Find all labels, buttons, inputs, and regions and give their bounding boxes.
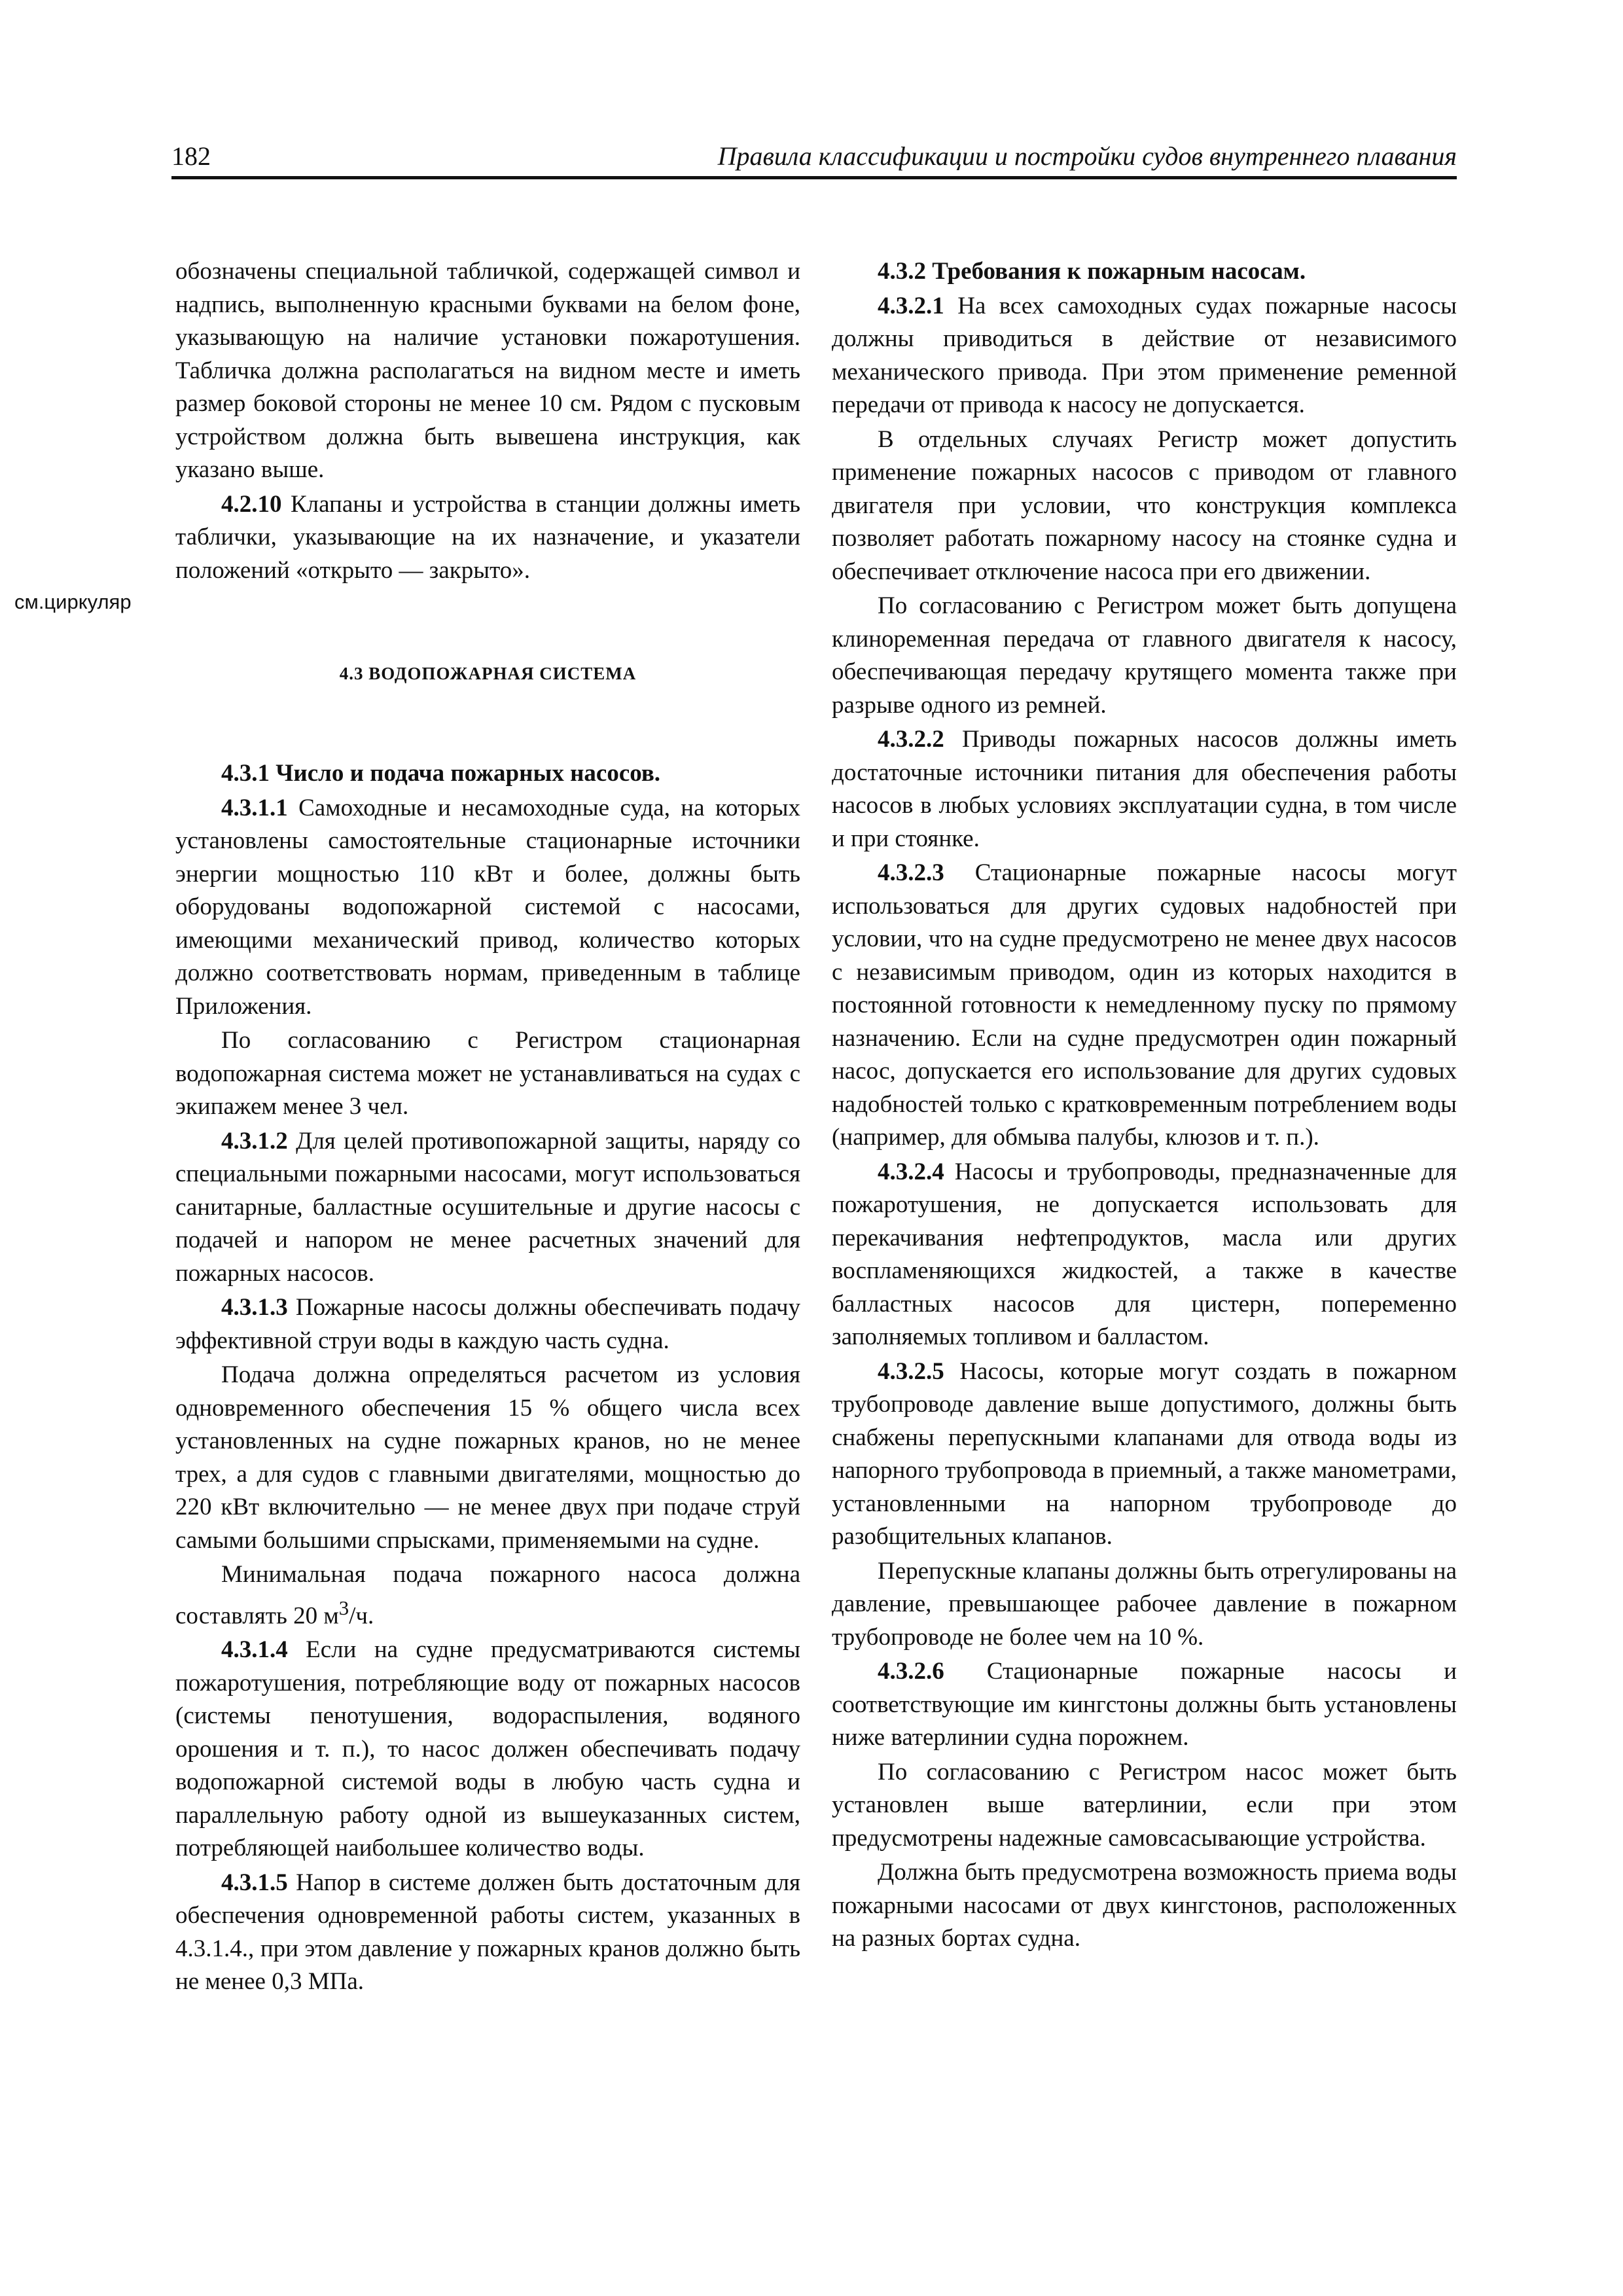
clause-number: 4.3.2.2 <box>878 726 944 753</box>
clause-number: 4.3.2.5 <box>878 1357 944 1385</box>
paragraph: 4.3.2.5 Насосы, которые могут создать в пожарном трубопроводе давление выше допустимого, должны быть снабжены перепускными клапанами для отвода воды из напорного трубопровода в приемный, а также манометрами, установленными на напорном трубопроводе до разобщительных клапанов. <box>832 1357 1457 1550</box>
paragraph: В отдельных случаях Регистр может допустить применение пожарных насосов с приводом от главного двигателя при условии, что конструкция комплекса позволяет работать пожарному насосу на стоянке судна и обеспечивает отключение насоса при его движении. <box>832 425 1457 585</box>
paragraph: Перепускные клапаны должны быть отрегулированы на давление, превышающее рабочее давление в пожарном трубопроводе не более чем на 10 %. <box>832 1557 1457 1651</box>
right-column <box>832 255 1457 1957</box>
paragraph: Минимальная подача пожарного насоса должна составлять 20 $м^3/ч$. <box>175 1561 800 1629</box>
clause-number: 4.3.2.6 <box>878 1658 944 1685</box>
paragraph: 4.3.2.4 Насосы и трубопроводы, предназначенные для пожаротушения, не допускается использовать для перекачивания нефтепродуктов, масла или других воспламеняющихся жидкостей, а также в качестве балластных насосов для цистерн, попеременно заполняемых топливом и балластом. <box>832 1158 1457 1350</box>
section-title: 4.3 ВОДОПОЖАРНАЯ СИСТЕМА <box>339 664 637 683</box>
subsection-heading: 4.3.2 Требования к пожарным насосам. <box>878 258 1306 285</box>
superscript: 3 <box>338 1596 349 1619</box>
paragraph: 4.3.1.2 Для целей противопожарной защиты, наряду со специальными пожарными насосами, могут использоваться санитарные, балластные осушительные и другие насосы с подачей и напором не менее расчетных значений для пожарных насосов. <box>175 1127 800 1287</box>
clause-number: 4.3.1.4 <box>221 1636 288 1664</box>
page-number: 182 <box>171 141 211 171</box>
paragraph: 4.2.10 Клапаны и устройства в станции должны иметь таблички, указывающие на их назначение, и указатели положений «открыто — закрыто». <box>175 490 800 584</box>
paragraph: 4.3.1.3 Пожарные насосы должны обеспечивать подачу эффективной струи воды в каждую часть судна. <box>175 1294 801 1354</box>
clause-number: 4.3.2.1 <box>878 292 944 319</box>
page-header <box>171 141 1457 179</box>
paragraph: 4.3.1.1 Самоходные и несамоходные суда, на которых установлены самостоятельные стационарные источники энергии мощностью 110 кВт и более, должны быть оборудованы водопожарной системой с насосами, имеющими механический привод, количество которых должно соответствовать нормам, приведенным в таблице Приложения. <box>175 794 801 1020</box>
clause-number: 4.3.1.5 <box>221 1869 288 1896</box>
paragraph: 4.3.2.3 Стационарные пожарные насосы могут использоваться для других судовых надобностей при условии, что на судне предусмотрено не менее двух насосов с независимым приводом, один из которых находится в постоянной готовности к немедленному пуску по прямому назначению. Если на судне предусмотрен один пожарный насос, допускается его использование для других судовых надобностей только с кратковременным потреблением воды (например, для обмыва палубы, клюзов и т. п.). <box>832 859 1457 1151</box>
paragraph: Должна быть предусмотрена возможность приема воды пожарными насосами от двух кингстонов, расположенных на разных бортах судна. <box>832 1859 1457 1952</box>
running-title: Правила классификации и постройки судов внутреннего плавания <box>717 141 1457 171</box>
paragraph: Подача должна определяться расчетом из условия одновременного обеспечения 15 % общего числа всех установленных на судне пожарных кранов, но не менее трех, а для судов с главными двигателями, мощностью до 220 кВт включительно — не менее двух при подаче струй самыми большими спрысками, применяемыми на судне. <box>175 1361 800 1554</box>
paragraph: 4.3.2.2 Приводы пожарных насосов должны иметь достаточные источники питания для обеспечения работы насосов в любых условиях эксплуатации судна, в том числе и при стоянке. <box>832 726 1457 852</box>
clause-number: 4.3.2.3 <box>878 859 944 886</box>
clause-number: 4.3.1.1 <box>221 794 288 821</box>
paragraph: 4.3.1.4 Если на судне предусматриваются системы пожаротушения, потребляющие воду от пожарных насосов (системы пенотушения, водораспыления, водяного орошения и т. п.), то насос должен обеспечивать подачу водопожарной системой воды в любую часть судна и параллельную работу одной из вышеуказанных систем, потребляющей наибольшее количество воды. <box>175 1636 801 1862</box>
paragraph: 4.3.2.1 На всех самоходных судах пожарные насосы должны приводиться в действие от независимого механического привода. При этом применение ременной передачи от привода к насосу не допускается. <box>832 292 1457 418</box>
clause-number: 4.3.1.2 <box>221 1127 288 1155</box>
clause-number: 4.3.1.3 <box>221 1294 288 1321</box>
clause-number: 4.2.10 <box>221 490 282 518</box>
paragraph: По согласованию с Регистром насос может быть установлен выше ватерлинии, если при этом предусмотрены надежные самовсасывающие устройства. <box>832 1758 1457 1852</box>
subsection-heading: 4.3.1 Число и подача пожарных насосов. <box>221 760 661 787</box>
paragraph: По согласованию с Регистром может быть допущена клиноременная передача от главного двигателя к насосу, обеспечивающая передачу крутящего момента также при разрыве одного из ремней. <box>832 592 1457 719</box>
paragraph: обозначены специальной табличкой, содержащей символ и надпись, выполненную красными буквами на белом фоне, указывающую на наличие установки пожаротушения. Табличка должна располагаться на видном месте и иметь размер боковой стороны не менее 10 см. Рядом с пусковым устройством должна быть вывешена инструкция, как указано выше. <box>175 258 800 483</box>
paragraph: По согласованию с Регистром стационарная водопожарная система может не устанавливаться на судах с экипажем менее 3 чел. <box>175 1027 800 1120</box>
margin-note: см.циркуляр <box>14 590 132 613</box>
clause-number: 4.3.2.4 <box>878 1158 944 1185</box>
paragraph: 4.3.2.6 Стационарные пожарные насосы и соответствующие им кингстоны должны быть установлены ниже ватерлинии судна порожнем. <box>832 1658 1457 1751</box>
left-column <box>175 255 800 2000</box>
paragraph: 4.3.1.5 Напор в системе должен быть достаточным для обеспечения одновременной работы систем, указанных в 4.3.1.4., при этом давление у пожарных кранов должно быть не менее 0,3 МПа. <box>175 1869 800 1996</box>
